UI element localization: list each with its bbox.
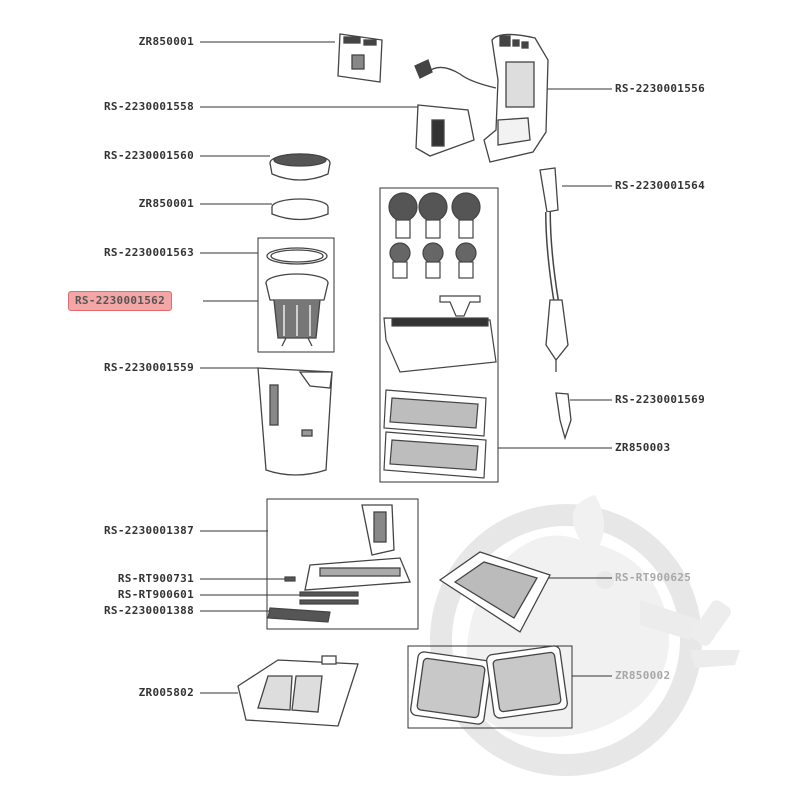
part-rs-2230001563-seal-ring [267, 248, 327, 264]
label-rs-rt900601[interactable]: RS-RT900601 [117, 588, 194, 601]
part-rs-2230001564-extension-tube [540, 168, 568, 372]
label-rs-2230001387[interactable]: RS-2230001387 [104, 524, 194, 537]
brush-row-2 [390, 243, 476, 278]
label-zr005802[interactable]: ZR005802 [138, 686, 194, 699]
part-rs-2230001559-dust-container [258, 368, 332, 475]
part-zr850003-accessory-kit [384, 193, 496, 478]
label-rs-2230001556[interactable]: RS-2230001556 [615, 82, 705, 95]
part-rs-2230001558-tank [416, 105, 474, 156]
brush-row-1 [389, 193, 480, 238]
part-zr850001-battery [338, 34, 382, 82]
label-rs-2230001559[interactable]: RS-2230001559 [104, 361, 194, 374]
label-zr850002[interactable]: ZR850002 [615, 669, 671, 682]
label-rs-2230001564[interactable]: RS-2230001564 [615, 179, 705, 192]
part-zr850001-filter-disc [272, 199, 328, 220]
watermark-logo [441, 495, 740, 765]
part-rs-2230001560-lid [270, 154, 330, 180]
label-rs-2230001562-selected[interactable]: RS-2230001562 [68, 291, 172, 311]
label-zr850003[interactable]: ZR850003 [615, 441, 671, 454]
part-zr005802-tray [238, 656, 358, 726]
label-rs-2230001560[interactable]: RS-2230001560 [104, 149, 194, 162]
label-rs-2230001558[interactable]: RS-2230001558 [104, 100, 194, 113]
label-rs-2230001563[interactable]: RS-2230001563 [104, 246, 194, 259]
part-rs-2230001387-floor-head [305, 505, 410, 590]
part-rs-2230001562-cyclone-filter [266, 274, 328, 346]
label-zr850001-battery[interactable]: ZR850001 [138, 35, 194, 48]
label-rs-rt900731[interactable]: RS-RT900731 [117, 572, 194, 585]
label-rs-2230001388[interactable]: RS-2230001388 [104, 604, 194, 617]
label-rs-2230001569[interactable]: RS-2230001569 [615, 393, 705, 406]
part-rs-2230001569-nozzle [556, 393, 571, 438]
label-zr850001-filter[interactable]: ZR850001 [138, 197, 194, 210]
label-rs-rt900625[interactable]: RS-RT900625 [615, 571, 692, 584]
